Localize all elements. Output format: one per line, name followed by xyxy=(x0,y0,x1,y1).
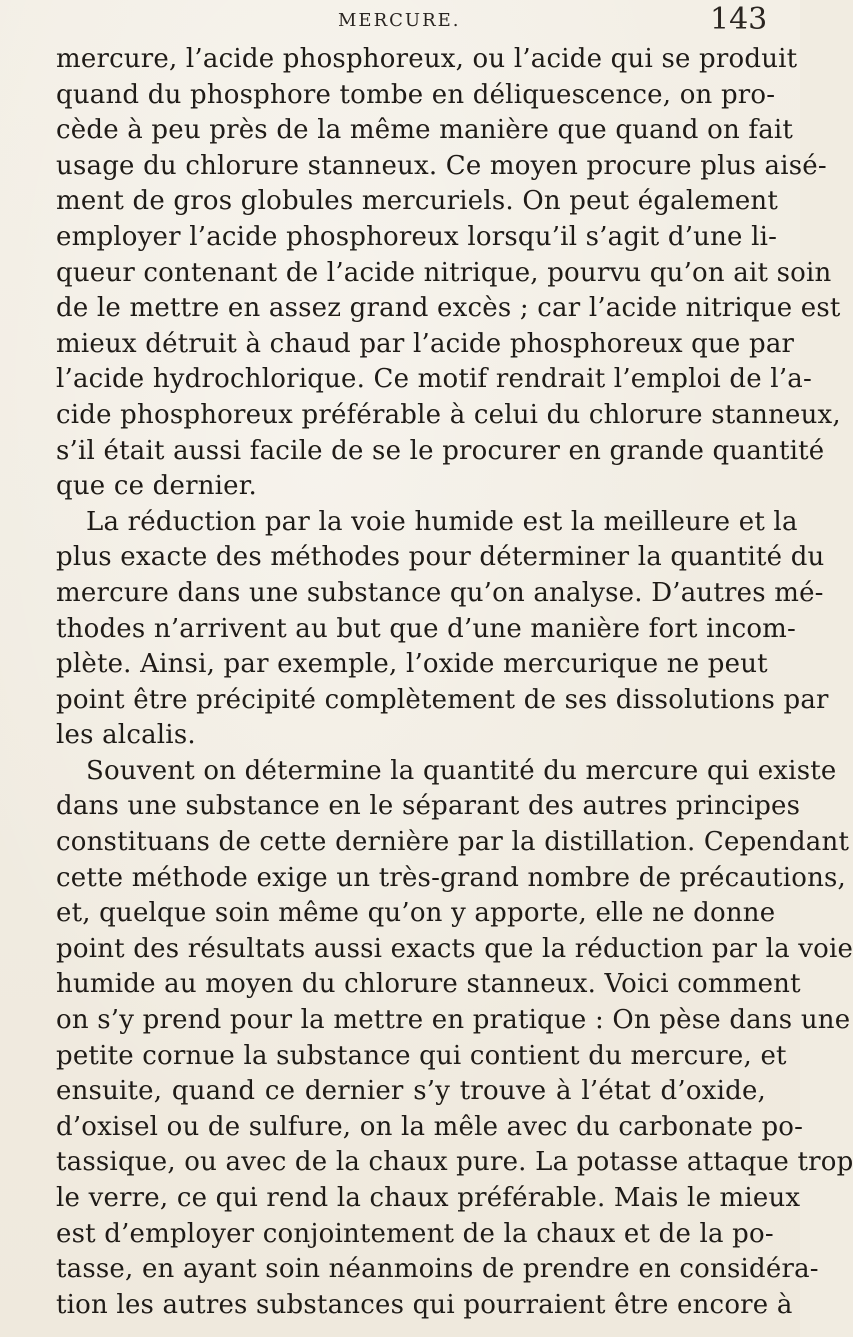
text-line: mercure, l’acide phosphoreux, ou l’acide qui se produit xyxy=(56,44,798,74)
text-line: constituans de cette dernière par la distillation. Cependant xyxy=(56,827,850,858)
text-line: cède à peu près de la même manière que quand on fait xyxy=(56,115,794,146)
text-line: ensuite, quand ce dernier s’y trouve à l’état d’oxide, xyxy=(56,1076,766,1107)
text-line: point être précipité complètement de ses dissolutions par xyxy=(56,684,829,715)
text-line: petite cornue la substance qui contient du mercure, et xyxy=(56,1040,787,1071)
text-line: tasse, en ayant soin néanmoins de prendre en considéra- xyxy=(56,1254,819,1285)
text-line: s’il était aussi facile de se le procurer en grande quantité xyxy=(56,435,825,466)
text-line: queur contenant de l’acide nitrique, pourvu qu’on ait soin xyxy=(56,257,832,288)
text-line: thodes n’arrivent au but que d’une manière fort incom- xyxy=(56,613,797,644)
text-line: ment de gros globules mercuriels. On peut également xyxy=(56,186,779,217)
page-number: 143 xyxy=(710,2,768,37)
text-line: humide au moyen du chlorure stanneux. Voici comment xyxy=(56,969,801,1000)
text-line: cette méthode exige un très-grand nombre de précautions, xyxy=(56,862,847,893)
paragraph-start-line: La réduction par la voie humide est la meilleure et la xyxy=(86,506,798,537)
text-line: usage du chlorure stanneux. Ce moyen procure plus aisé- xyxy=(56,150,827,181)
text-line: dans une substance en le séparant des autres principes xyxy=(56,791,801,822)
text-line: est d’employer conjointement de la chaux et de la po- xyxy=(56,1218,774,1249)
text-line: plus exacte des méthodes pour déterminer la quantité du xyxy=(56,542,825,573)
text-line: le verre, ce qui rend la chaux préférable. Mais le mieux xyxy=(56,1183,801,1213)
body-text xyxy=(56,42,853,1323)
text-line: on s’y prend pour la mettre en pratique : On pèse dans une xyxy=(56,1005,851,1036)
text-line: tassique, ou avec de la chaux pure. La potasse attaque trop xyxy=(56,1147,853,1178)
text-line: d’oxisel ou de sulfure, on la mêle avec du carbonate po- xyxy=(56,1111,804,1142)
text-line: tion les autres substances qui pourraient être encore à xyxy=(56,1289,793,1320)
text-line: plète. Ainsi, par exemple, l’oxide mercurique ne peut xyxy=(56,649,768,680)
text-line: et, quelque soin même qu’on y apporte, elle ne donne xyxy=(56,898,776,929)
running-title: MERCURE. xyxy=(338,10,461,31)
text-line: point des résultats aussi exacts que la réduction par la voie xyxy=(56,933,853,964)
paragraph-start-line: Souvent on détermine la quantité du mercure qui existe xyxy=(86,755,837,786)
text-line: cide phosphoreux préférable à celui du chlorure stanneux, xyxy=(56,399,841,430)
text-line: quand du phosphore tombe en déliquescence, on pro- xyxy=(56,79,776,110)
paragraph-end-line: que ce dernier. xyxy=(56,471,257,502)
page-header xyxy=(0,0,800,44)
text-line: mercure dans une substance qu’on analyse. D’autres mé- xyxy=(56,577,824,608)
paragraph-end-line: les alcalis. xyxy=(56,720,196,751)
text-line: mieux détruit à chaud par l’acide phosphoreux que par xyxy=(56,328,795,359)
text-line: employer l’acide phosphoreux lorsqu’il s’agit d’une li- xyxy=(56,221,778,252)
text-line: l’acide hydrochlorique. Ce motif rendrait l’emploi de l’a- xyxy=(56,364,812,395)
text-line: de le mettre en assez grand excès ; car l’acide nitrique est xyxy=(56,293,841,324)
